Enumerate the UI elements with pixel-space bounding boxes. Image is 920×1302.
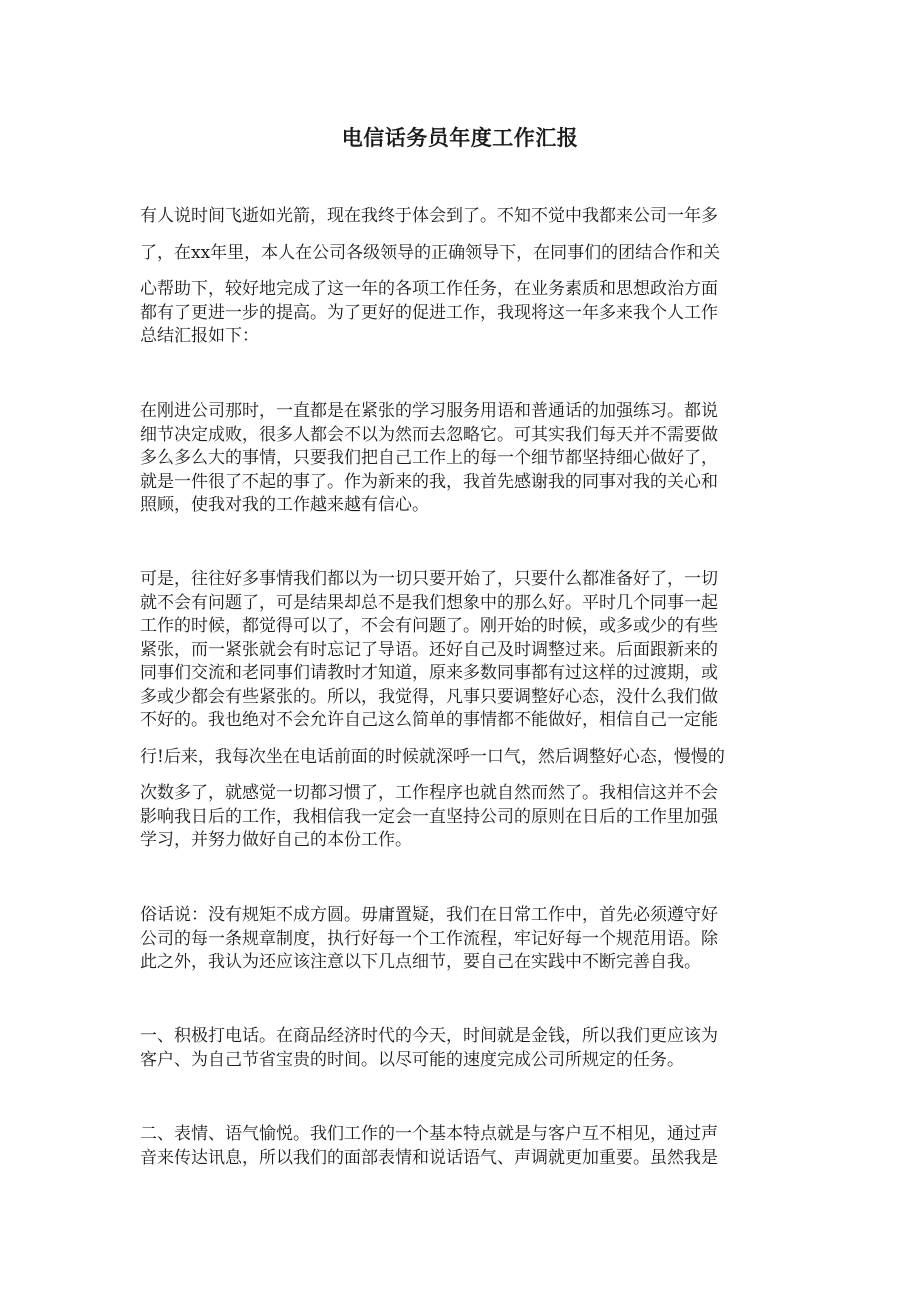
text-line: 了，在xx年里，本人在公司各级领导的正确领导下，在同事们的团结合作和关 (140, 242, 721, 263)
text-line: 细节决定成败，很多人都会不以为然而去忽略它。可其实我们每天并不需要做 (140, 424, 718, 445)
text-line: 二、表情、语气愉悦。我们工作的一个基本特点就是与客户互不相见，通过声 (140, 1124, 718, 1144)
text-line: 多或少都会有些紧张的。所以，我觉得，凡事只要调整好心态，没什么我们做 (140, 686, 718, 707)
text-line: 音来传达讯息，所以我们的面部表情和说话语气、声调就更加重要。虽然我是 (140, 1147, 718, 1168)
text-line: 次数多了，就感觉一切都习惯了，工作程序也就自然而然了。我相信这并不会 (140, 783, 718, 803)
paragraph-3 (140, 568, 780, 853)
text-line: 都有了更进一步的提高。为了更好的促进工作，我现将这一年多来我个人工作 (140, 302, 718, 323)
text-line: 总结汇报如下： (140, 326, 259, 346)
paragraph-5 (140, 1025, 780, 1072)
text-line: 公司的每一条规章制度，执行好每一个工作流程，牢记好每一个规范用语。除 (140, 928, 718, 949)
paragraph-4 (140, 904, 780, 975)
text-line: 工作的时候，都觉得可以了，不会有问题了。刚开始的时候，或多或少的有些 (140, 616, 718, 636)
text-line: 心帮助下，较好地完成了这一年的各项工作任务，在业务素质和思想政治方面 (140, 279, 718, 299)
text-line: 可是，往往好多事情我们都以为一切只要开始了，只要什么都准备好了，一切 (140, 569, 718, 589)
text-line: 有人说时间飞逝如光箭，现在我终于体会到了。不知不觉中我都来公司一年多 (140, 206, 718, 226)
document-title: 电信话务员年度工作汇报 (341, 126, 579, 150)
text-line: 学习，并努力做好自己的本份工作。 (140, 830, 412, 850)
paragraph-6 (140, 1123, 780, 1170)
text-line: 客户、为自己节省宝贵的时间。以尽可能的速度完成公司所规定的任务。 (140, 1049, 684, 1070)
text-line: 多么多么大的事情，只要我们把自己工作上的每一个细节都坚持细心做好了， (140, 448, 718, 468)
text-line: 就是一件很了不起的事了。作为新来的我，我首先感谢我的同事对我的关心和 (140, 471, 718, 492)
paragraph-1 (140, 205, 780, 349)
text-line: 一、积极打电话。在商品经济时代的今天，时间就是金钱，所以我们更应该为 (140, 1026, 718, 1046)
text-line: 影响我日后的工作，我相信我一定会一直坚持公司的原则在日后的工作里加强 (140, 806, 718, 827)
text-line: 紧张，而一紧张就会有时忘记了导语。还好自己及时调整过来。后面跟新来的 (140, 639, 718, 660)
text-line: 在刚进公司那时，一直都是在紧张的学习服务用语和普通话的加强练习。都说 (140, 401, 718, 421)
text-line: 俗话说：没有规矩不成方圆。毋庸置疑，我们在日常工作中，首先必须遵守好 (140, 905, 718, 925)
text-line: 行!后来，我每次坐在电话前面的时候就深呼一口气，然后调整好心态，慢慢的 (140, 746, 725, 767)
text-line: 同事们交流和老同事们请教时才知道，原来多数同事都有过这样的过渡期，或 (140, 663, 718, 683)
paragraph-2 (140, 400, 780, 518)
text-line: 就不会有问题了，可是结果却总不是我们想象中的那么好。平时几个同事一起 (140, 592, 718, 613)
text-line: 不好的。我也绝对不会允许自己这么简单的事情都不能做好，相信自己一定能 (140, 710, 718, 730)
text-line: 照顾，使我对我的工作越来越有信心。 (140, 495, 429, 515)
text-line: 此之外，我认为还应该注意以下几点细节，要自己在实践中不断完善自我。 (140, 952, 701, 972)
